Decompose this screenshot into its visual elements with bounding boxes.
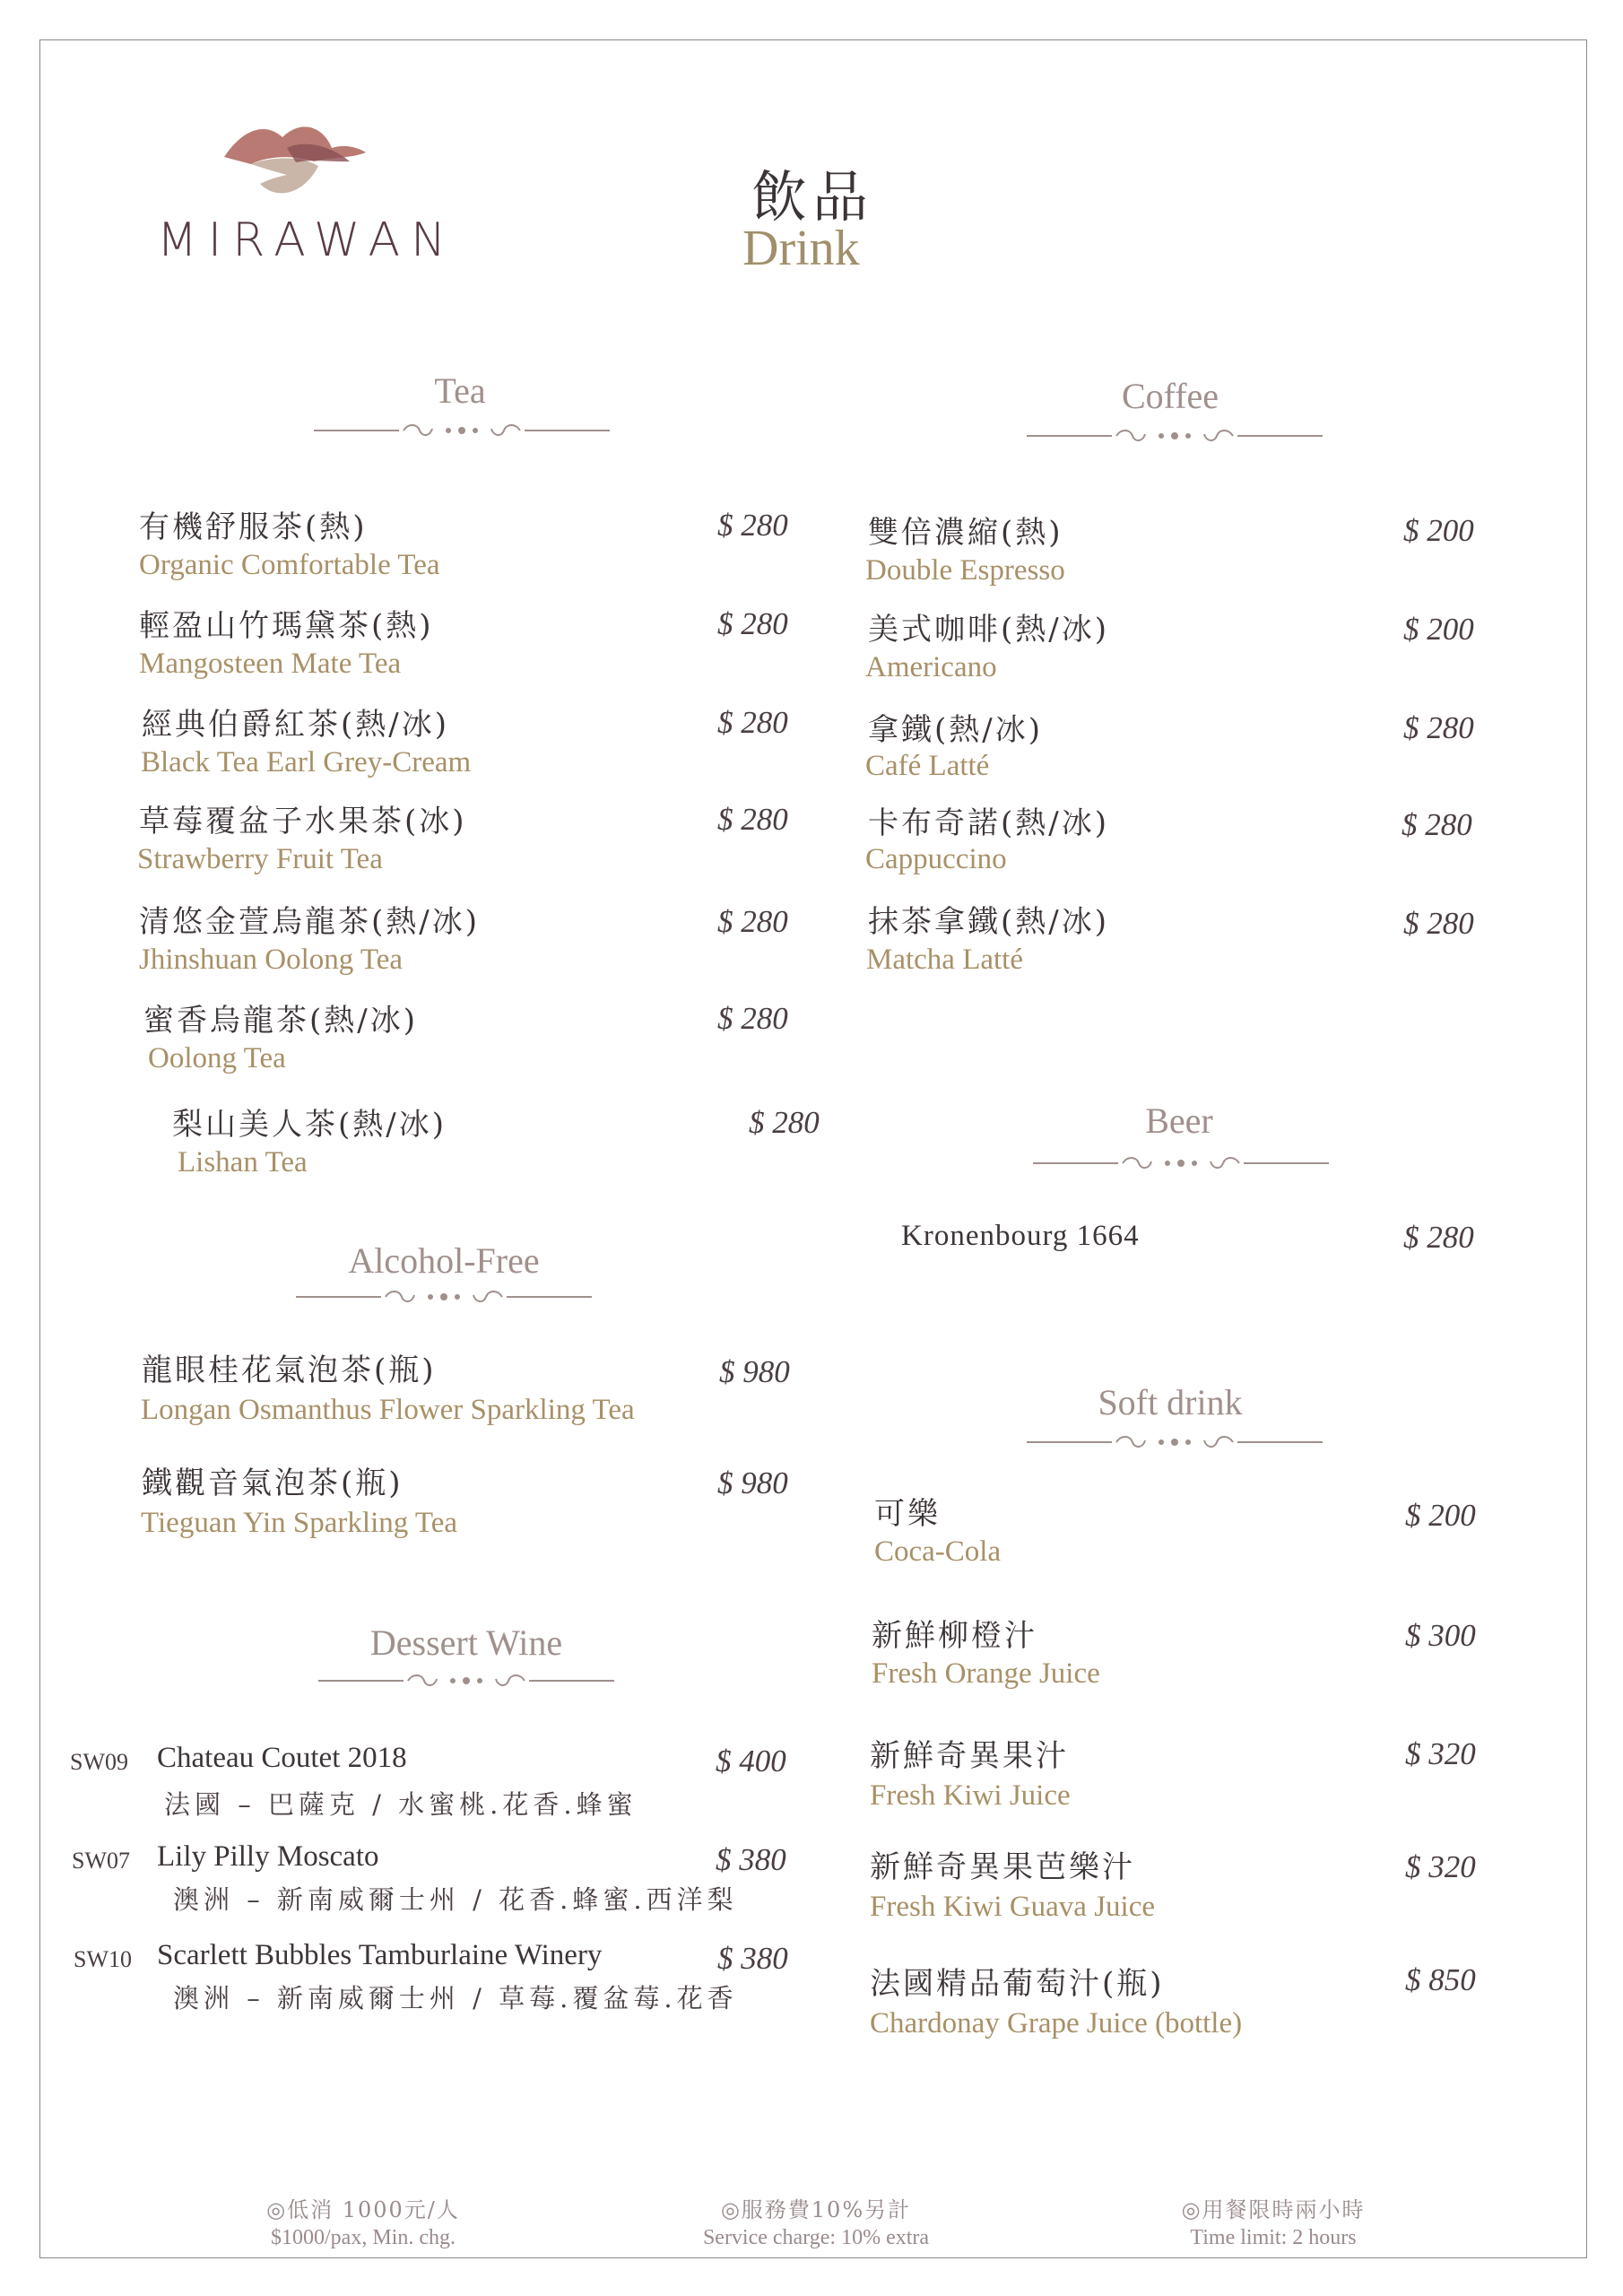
- alcohol-free-item-zh: 龍眼桂花氣泡茶(瓶): [142, 1352, 437, 1388]
- tea-item-en: Jhinshuan Oolong Tea: [139, 944, 404, 976]
- section-title-coffee: Coffee: [1121, 376, 1219, 416]
- alcohol-free-item-zh: 鐵觀音氣泡茶(瓶): [142, 1465, 404, 1501]
- tea-item-en: Strawberry Fruit Tea: [137, 843, 383, 875]
- tea-item-zh: 有機舒服茶(熱): [139, 509, 368, 545]
- coffee-item-zh: 拿鐵(熱/冰): [868, 712, 1043, 748]
- footer-min-charge-zh: ◎低消 1000元/人: [266, 2197, 460, 2222]
- tea-item-en: Organic Comfortable Tea: [139, 549, 440, 581]
- wine-item-name: Lily Pilly Moscato: [157, 1840, 379, 1873]
- coffee-item-zh: 雙倍濃縮(熱): [868, 515, 1063, 551]
- tea-item-en: Lishan Tea: [178, 1146, 308, 1178]
- wine-item-name: Chateau Coutet 2018: [157, 1742, 407, 1774]
- section-title-soft-drink: Soft drink: [1098, 1382, 1243, 1422]
- ornament-divider-icon: [1027, 425, 1323, 447]
- coffee-item-en: Café Latté: [865, 750, 990, 782]
- soft-drink-item-zh: 新鮮柳橙汁: [872, 1618, 1037, 1654]
- soft-drink-item-price: $ 320: [1405, 1849, 1476, 1884]
- soft-drink-item-en: Chardonay Grape Juice (bottle): [870, 2007, 1243, 2039]
- beer-item-price: $ 280: [1403, 1220, 1474, 1255]
- wine-item-code: SW07: [72, 1848, 130, 1874]
- tea-item-price: $ 280: [717, 508, 788, 543]
- coffee-item-zh: 抹茶拿鐵(熱/冰): [868, 904, 1109, 940]
- wine-item-price: $ 380: [716, 1842, 786, 1877]
- coffee-item-en: Matcha Latté: [866, 944, 1023, 976]
- ornament-divider-icon: [1033, 1152, 1329, 1174]
- coffee-item-en: Americano: [865, 651, 997, 683]
- tea-item-zh: 清悠金萱烏龍茶(熱/冰): [139, 904, 480, 940]
- wine-item-price: $ 380: [717, 1941, 788, 1976]
- footer-min-charge-en: $1000/pax, Min. chg.: [271, 2226, 456, 2249]
- tea-item-price: $ 280: [717, 802, 788, 837]
- ornament-divider-icon: [314, 420, 610, 441]
- footer-service-zh: ◎服務費10%另計: [720, 2197, 912, 2222]
- alcohol-free-item-price: $ 980: [717, 1465, 788, 1500]
- tea-item-en: Oolong Tea: [148, 1042, 286, 1074]
- tea-item-zh: 梨山美人茶(熱/冰): [172, 1107, 447, 1143]
- tea-item-zh: 輕盈山竹瑪黛茶(熱): [139, 608, 434, 644]
- tea-item-en: Mangosteen Mate Tea: [139, 648, 402, 680]
- tea-item-price: $ 280: [717, 606, 788, 641]
- coffee-item-zh: 卡布奇諾(熱/冰): [868, 805, 1109, 841]
- coffee-item-price: $ 280: [1403, 906, 1474, 941]
- section-title-dessert-wine: Dessert Wine: [369, 1622, 563, 1663]
- section-title-tea: Tea: [434, 370, 486, 411]
- tea-item-zh: 草莓覆盆子水果茶(冰): [139, 804, 467, 839]
- coffee-item-zh: 美式咖啡(熱/冰): [868, 612, 1109, 648]
- soft-drink-item-price: $ 300: [1405, 1618, 1476, 1653]
- soft-drink-item-zh: 法國精品葡萄汁(瓶): [870, 1966, 1165, 2002]
- coffee-item-price: $ 280: [1402, 807, 1472, 842]
- coffee-item-price: $ 280: [1403, 710, 1474, 745]
- alcohol-free-item-en: Longan Osmanthus Flower Sparkling Tea: [141, 1394, 635, 1426]
- wine-item-code: SW09: [70, 1749, 128, 1775]
- soft-drink-item-price: $ 200: [1405, 1498, 1476, 1533]
- page-title-en: Drink: [742, 221, 860, 276]
- coffee-item-en: Double Espresso: [865, 554, 1065, 587]
- ornament-divider-icon: [1027, 1431, 1323, 1453]
- tea-item-price: $ 280: [717, 904, 788, 939]
- coffee-item-price: $ 200: [1403, 513, 1474, 548]
- soft-drink-item-zh: 新鮮奇異果芭樂汁: [870, 1849, 1135, 1885]
- soft-drink-item-zh: 新鮮奇異果汁: [870, 1738, 1069, 1774]
- beer-item-name: Kronenbourg 1664: [901, 1220, 1140, 1252]
- tea-item-zh: 蜜香烏龍茶(熱/冰): [143, 1003, 418, 1039]
- ornament-divider-icon: [318, 1670, 614, 1692]
- wine-item-code: SW10: [74, 1946, 132, 1972]
- tea-item-price: $ 280: [749, 1105, 820, 1140]
- footer-time-zh: ◎用餐限時兩小時: [1181, 2197, 1366, 2222]
- soft-drink-item-en: Coca-Cola: [874, 1535, 1002, 1568]
- soft-drink-item-price: $ 850: [1405, 1962, 1476, 1997]
- tea-item-price: $ 280: [717, 1001, 788, 1036]
- tea-item-zh: 經典伯爵紅茶(熱/冰): [142, 707, 449, 743]
- ornament-divider-icon: [296, 1286, 592, 1308]
- soft-drink-item-en: Fresh Orange Juice: [872, 1657, 1100, 1690]
- alcohol-free-item-en: Tieguan Yin Sparkling Tea: [141, 1507, 458, 1539]
- section-title-beer: Beer: [1145, 1100, 1213, 1141]
- soft-drink-item-zh: 可樂: [874, 1496, 941, 1532]
- page-title-zh: 飲品: [751, 164, 874, 230]
- wine-item-desc: 澳洲 – 新南威爾士州 / 草莓.覆盆莓.花香: [173, 1983, 738, 2013]
- tea-item-price: $ 280: [717, 705, 788, 740]
- wine-item-desc: 澳洲 – 新南威爾士州 / 花香.蜂蜜.西洋梨: [173, 1884, 738, 1915]
- coffee-item-price: $ 200: [1403, 612, 1474, 647]
- section-title-alcohol-free: Alcohol-Free: [348, 1240, 540, 1281]
- soft-drink-item-price: $ 320: [1405, 1736, 1476, 1771]
- coffee-item-en: Cappuccino: [865, 843, 1007, 875]
- footer-service-en: Service charge: 10% extra: [702, 2226, 930, 2249]
- alcohol-free-item-price: $ 980: [719, 1354, 790, 1389]
- soft-drink-item-en: Fresh Kiwi Guava Juice: [870, 1891, 1156, 1923]
- wine-item-price: $ 400: [716, 1744, 786, 1779]
- footer-time-en: Time limit: 2 hours: [1190, 2226, 1357, 2249]
- wine-item-desc: 法國 – 巴薩克 / 水蜜桃.花香.蜂蜜: [164, 1789, 638, 1820]
- logo-wordmark: MIRAWAN: [157, 213, 456, 267]
- wine-item-name: Scarlett Bubbles Tamburlaine Winery: [157, 1939, 603, 1971]
- soft-drink-item-en: Fresh Kiwi Juice: [870, 1779, 1071, 1812]
- logo-lips-icon: [215, 112, 377, 211]
- tea-item-en: Black Tea Earl Grey-Cream: [141, 746, 472, 778]
